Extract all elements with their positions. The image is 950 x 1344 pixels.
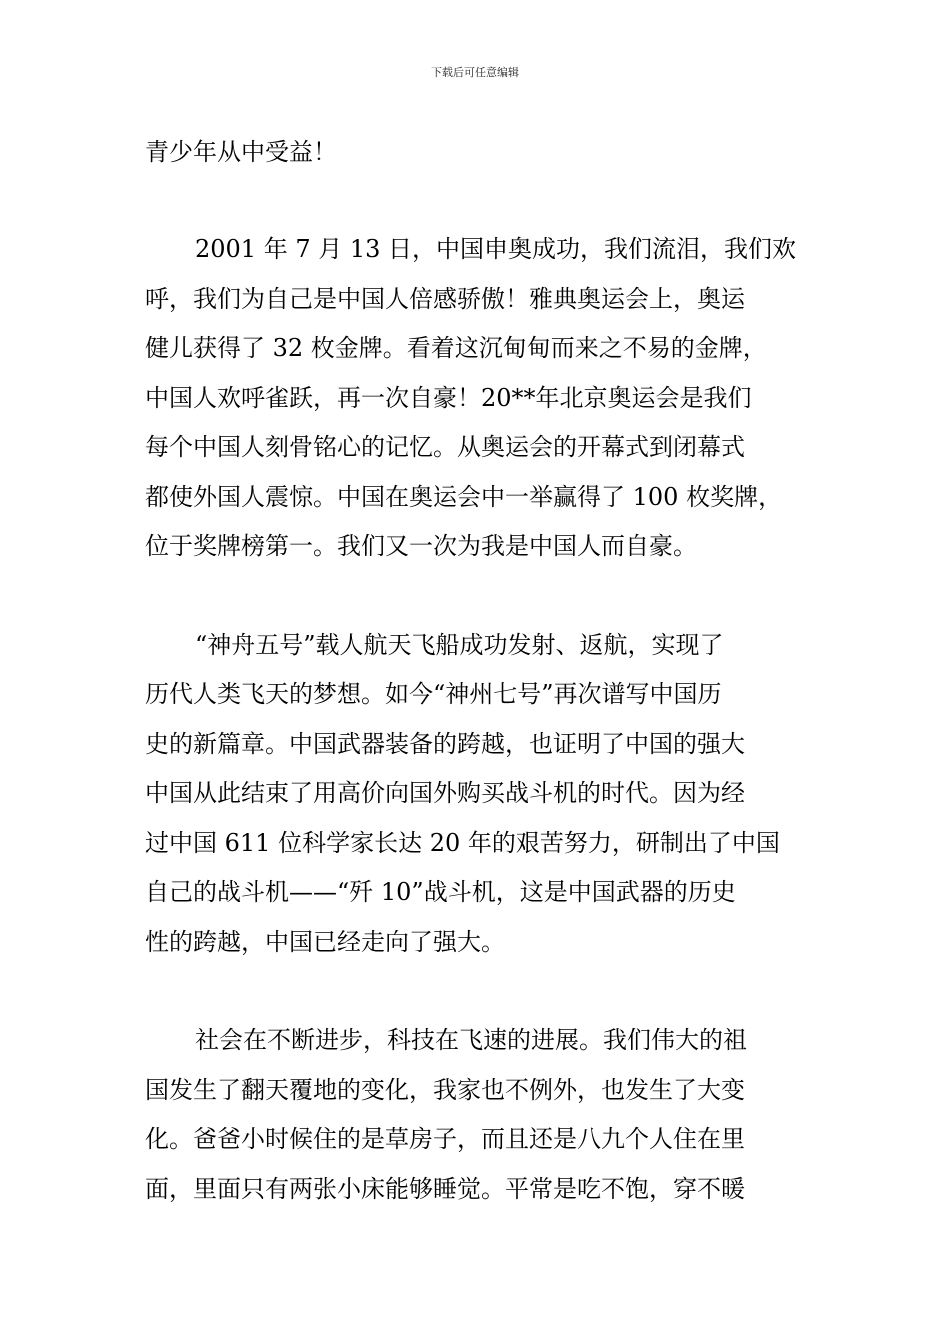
text-line: 中国人欢呼雀跃，再一次自豪！20**年北京奥运会是我们 [145, 384, 752, 412]
text-line: 都使外国人震惊。中国在奥运会中一举赢得了 100 枚奖牌， [145, 483, 783, 511]
page-header: 下载后可任意编辑 [431, 66, 519, 79]
text-line: 每个中国人刻骨铭心的记忆。从奥运会的开幕式到闭幕式 [145, 433, 745, 461]
text-line: 历代人类飞天的梦想。如今“神州七号”再次谱写中国历 [145, 680, 722, 708]
paragraph-first-line: 2001 年 7 月 13 日，中国申奥成功，我们流泪，我们欢 [195, 235, 797, 263]
text-line: 史的新篇章。中国武器装备的跨越，也证明了中国的强大 [145, 730, 745, 758]
text-line: 化。爸爸小时候住的是草房子，而且还是八九个人住在里 [145, 1125, 745, 1153]
paragraph-first-line: 社会在不断进步，科技在飞速的进展。我们伟大的祖 [195, 1026, 747, 1054]
text-line: 国发生了翻天覆地的变化，我家也不例外，也发生了大变 [145, 1076, 745, 1104]
text-line: 性的跨越，中国已经走向了强大。 [145, 928, 505, 956]
text-line: 位于奖牌榜第一。我们又一次为我是中国人而自豪。 [145, 532, 697, 560]
text-line: 中国从此结束了用高价向国外购买战斗机的时代。因为经 [145, 779, 745, 807]
text-line: 自己的战斗机——“歼 10”战斗机，这是中国武器的历史 [145, 878, 736, 906]
text-line: 呼，我们为自己是中国人倍感骄傲！雅典奥运会上，奥运 [145, 285, 745, 313]
text-line: 面，里面只有两张小床能够睡觉。平常是吃不饱，穿不暖 [145, 1175, 745, 1203]
text-line: 过中国 611 位科学家长达 20 年的艰苦努力，研制出了中国 [145, 829, 780, 857]
text-line: 健儿获得了 32 枚金牌。看着这沉甸甸而来之不易的金牌， [145, 334, 767, 362]
paragraph-first-line: “神舟五号”载人航天飞船成功发射、返航，实现了 [195, 631, 724, 659]
text-line: 青少年从中受益！ [145, 138, 337, 166]
